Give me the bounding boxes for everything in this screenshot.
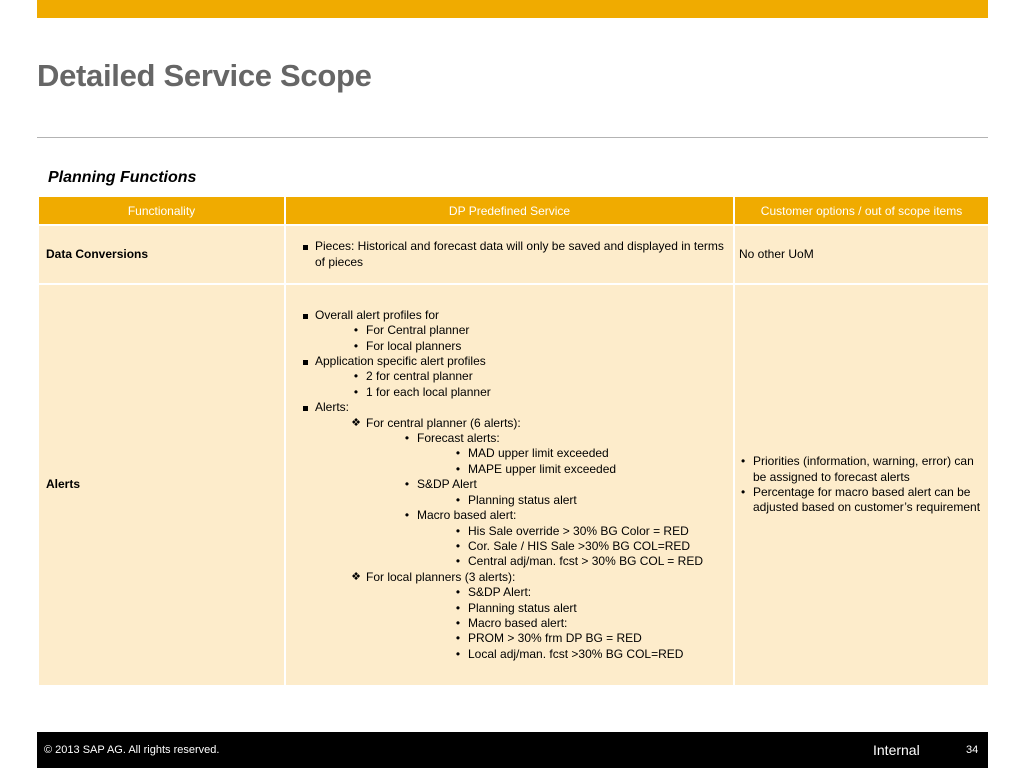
list-item-text: 1 for each local planner xyxy=(366,384,491,399)
bullet-icon: • xyxy=(741,454,746,469)
list-item-text: For central planner (6 alerts): xyxy=(366,415,521,430)
list-item xyxy=(455,446,729,461)
list-item-text: Pieces: Historical and forecast data will only be saved and displayed in terms of pieces xyxy=(315,239,724,269)
list-item-text: Overall alert profiles for xyxy=(315,307,440,322)
section-heading: Planning Functions xyxy=(48,169,197,186)
list-item xyxy=(353,369,729,384)
list-item xyxy=(315,239,729,270)
square-bullet-icon xyxy=(298,239,312,254)
list-item-text: Alerts: xyxy=(315,400,350,415)
list-item-text: For local planners xyxy=(366,338,462,353)
list-item xyxy=(351,569,729,585)
service-cell xyxy=(285,284,734,686)
table-header-row xyxy=(38,196,989,225)
column-header-dp-service: DP Predefined Service xyxy=(285,196,734,225)
bullet-icon: • xyxy=(353,323,359,338)
list-item xyxy=(455,600,729,616)
bullet-icon: • xyxy=(455,461,461,476)
list-item-text: Planning status alert xyxy=(468,600,577,615)
list-item xyxy=(741,454,984,485)
list-item xyxy=(455,492,729,508)
bullet-icon: • xyxy=(455,554,461,569)
page-title: Detailed Service Scope xyxy=(37,58,372,93)
list-item-text: His Sale override > 30% BG Color = RED xyxy=(468,523,689,538)
customer-cell xyxy=(734,284,989,686)
bullet-icon: • xyxy=(741,485,746,499)
service-cell xyxy=(285,225,734,284)
list-item xyxy=(404,431,729,446)
list-item xyxy=(353,338,729,354)
scope-table xyxy=(37,195,990,687)
list-item xyxy=(351,415,729,431)
list-item xyxy=(315,308,729,323)
customer-options-list xyxy=(739,454,984,516)
list-item xyxy=(315,400,729,415)
bullet-icon: • xyxy=(455,631,461,646)
diamond-bullet-icon: ❖ xyxy=(351,570,361,583)
bullet-icon: • xyxy=(455,523,461,538)
list-item xyxy=(404,508,729,523)
bullet-icon: • xyxy=(404,477,410,492)
page-number: 34 xyxy=(966,744,979,756)
functionality-cell: Data Conversions xyxy=(38,225,285,284)
table-row-data-conversions xyxy=(38,225,989,284)
bullet-icon: • xyxy=(404,431,410,446)
list-item-text: 2 for central planner xyxy=(366,369,473,384)
table-row-alerts xyxy=(38,284,989,686)
list-item-text: Central adj/man. fcst > 30% BG COL = RED xyxy=(468,554,703,569)
list-item xyxy=(353,384,729,400)
top-accent-bar xyxy=(37,0,988,18)
list-item-text: Cor. Sale / HIS Sale >30% BG COL=RED xyxy=(468,538,691,553)
list-item xyxy=(455,554,729,569)
bullet-icon: • xyxy=(353,338,359,353)
service-list xyxy=(290,308,729,662)
list-item-text: MAPE upper limit exceeded xyxy=(468,461,617,476)
footer-bar xyxy=(37,732,988,768)
bullet-icon: • xyxy=(455,538,461,553)
square-bullet-icon xyxy=(298,354,312,369)
list-item-text: Forecast alerts: xyxy=(417,431,500,446)
title-divider xyxy=(37,137,988,138)
list-item xyxy=(455,646,729,662)
list-item-text: For local planners (3 alerts): xyxy=(366,569,516,584)
list-item xyxy=(455,631,729,646)
square-bullet-icon xyxy=(298,308,312,323)
square-bullet-icon xyxy=(298,400,312,415)
bullet-icon: • xyxy=(353,369,359,384)
list-item-text: For Central planner xyxy=(366,323,470,338)
list-item xyxy=(741,485,984,516)
list-item xyxy=(455,615,729,631)
list-item-text: S&DP Alert xyxy=(417,477,477,492)
list-item-text: Macro based alert: xyxy=(417,508,517,523)
list-item xyxy=(455,523,729,539)
list-item-text: Local adj/man. fcst >30% BG COL=RED xyxy=(468,646,684,661)
classification-label: Internal xyxy=(873,742,920,758)
column-header-functionality: Functionality xyxy=(38,196,285,225)
list-item xyxy=(353,323,729,338)
functionality-cell: Alerts xyxy=(38,284,285,686)
column-header-customer-options: Customer options / out of scope items xyxy=(734,196,989,225)
diamond-bullet-icon: ❖ xyxy=(351,416,361,429)
bullet-icon: • xyxy=(455,446,461,461)
bullet-icon: • xyxy=(455,585,461,600)
list-item-text: Percentage for macro based alert can be adjusted based on customer’s requirement xyxy=(753,485,981,515)
list-item-text: PROM > 30% frm DP BG = RED xyxy=(468,631,642,646)
list-item xyxy=(404,477,729,492)
list-item-text: Priorities (information, warning, error) can be assigned to forecast alerts xyxy=(753,454,974,484)
bullet-icon: • xyxy=(404,508,410,523)
list-item xyxy=(455,538,729,554)
bullet-icon: • xyxy=(455,492,461,507)
list-item-text: Planning status alert xyxy=(468,492,577,507)
list-item-text: Application specific alert profiles xyxy=(315,354,486,369)
list-item-text: MAD upper limit exceeded xyxy=(468,446,609,461)
bullet-icon: • xyxy=(455,615,461,630)
list-item-text: Macro based alert: xyxy=(468,615,568,630)
list-item xyxy=(455,461,729,477)
list-item-text: S&DP Alert: xyxy=(468,585,532,600)
service-list xyxy=(290,239,729,270)
bullet-icon: • xyxy=(455,600,461,615)
bullet-icon: • xyxy=(353,384,359,399)
list-item xyxy=(455,585,729,600)
list-item xyxy=(315,354,729,369)
copyright-text: © 2013 SAP AG. All rights reserved. xyxy=(44,744,220,756)
bullet-icon: • xyxy=(455,646,461,661)
customer-cell: No other UoM xyxy=(734,225,989,284)
